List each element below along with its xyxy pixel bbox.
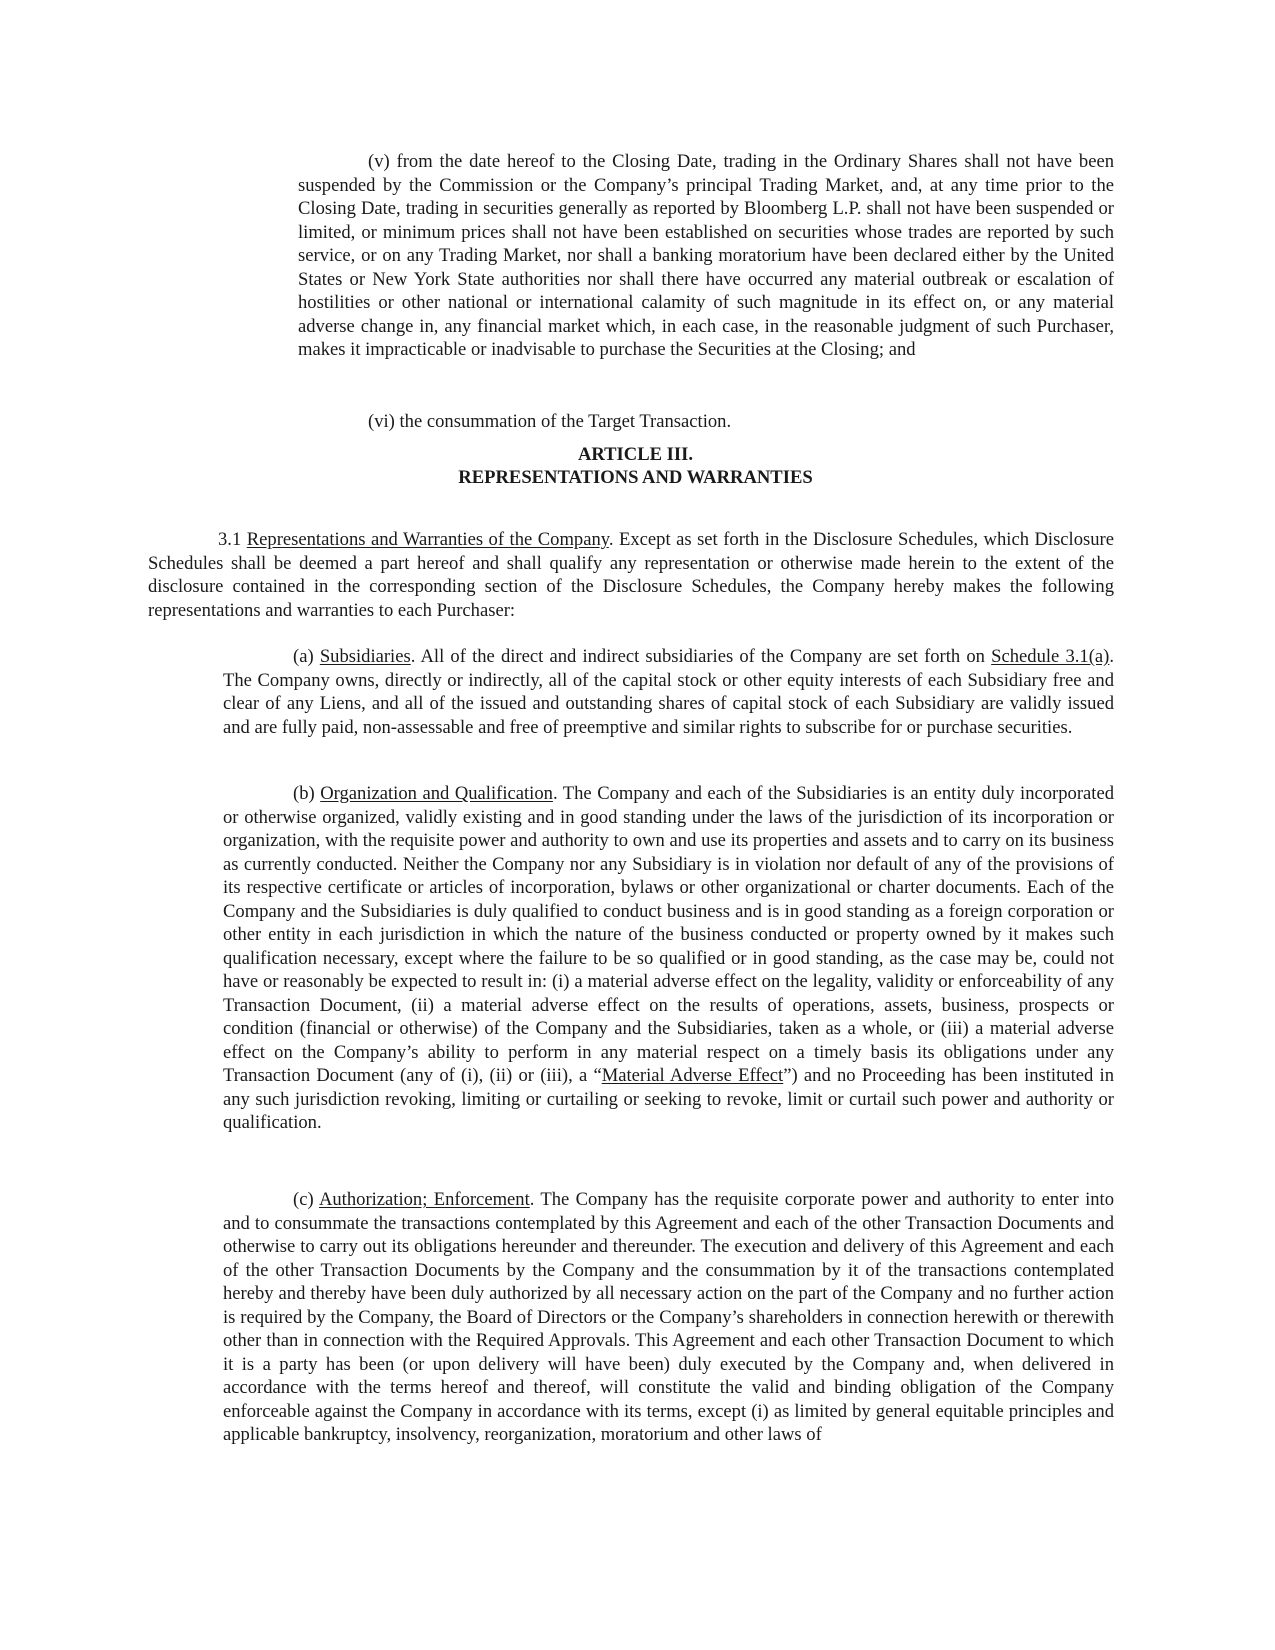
subsection-c-body: . The Company has the requisite corporate power and authority to enter into and to consummate the transactions contemplated by this Agreement and each of the other Transaction Documents and otherwise to carry out its obligations hereunder and thereunder. The execution and delivery of this Agreement and each of the other Transaction Documents by the Company and the consummation by it of the transactions contemplated hereby and thereby have been duly authorized by all necessary action on the part of the Company and no further action is required by the Company, the Board of Directors or the Company’s shareholders in connection herewith or therewith other than in connection with the Required Approvals. This Agreement and each other Transaction Document to which it is a party has been (or upon delivery will have been) duly executed by the Company and, when delivered in accordance with the terms hereof and thereof, will constitute the valid and binding obligation of the Company enforceable against the Company in accordance with its terms, except (i) as limited by general equitable principles and applicable bankruptcy, insolvency, reorganization, moratorium and other laws of — [223, 1189, 1114, 1445]
paragraph-v — [298, 150, 1114, 362]
subsection-b — [223, 782, 1114, 1135]
subsection-c-label: (c) — [293, 1189, 314, 1210]
paragraph-vi-text: (vi) the consummation of the Target Transaction. — [368, 411, 732, 432]
section-3-1-body: . Except as set forth in the Disclosure Schedules, which Disclosure Schedules shall be deemed a part hereof and shall qualify any representation or otherwise made herein to the extent of the disclosure contained in the corresponding section of the Disclosure Schedules, the Company hereby makes the following representations and warranties to each Purchaser: — [148, 529, 1114, 621]
paragraph-v-text: (v) from the date hereof to the Closing Date, trading in the Ordinary Shares shall not have been suspended by the Commission or the Company’s principal Trading Market, and, at any time prior to the Closing Date, trading in securities generally as reported by Bloomberg L.P. shall not have been suspended or limited, or minimum prices shall not have been established on securities whose trades are reported by such service, or on any Trading Market, nor shall a banking moratorium have been declared either by the United States or New York State authorities nor shall there have occurred any material outbreak or escalation of hostilities or other national or international calamity of such magnitude in its effect on, or any material adverse change in, any financial market which, in each case, in the reasonable judgment of such Purchaser, makes it impracticable or inadvisable to purchase the Securities at the Closing; and — [298, 151, 1114, 360]
subsection-b-body-1: . The Company and each of the Subsidiaries is an entity duly incorporated or otherwise organized, validly existing and in good standing under the laws of the jurisdiction of its incorporation or organization, with the requisite power and authority to own and use its properties and assets and to carry on its business as currently conducted. Neither the Company nor any Subsidiary is in violation nor default of any of the provisions of its respective certificate or articles of incorporation, bylaws or other organizational or charter documents. Each of the Company and the Subsidiaries is duly qualified to conduct business and is in good standing as a foreign corporation or other entity in each jurisdiction in which the nature of the business conducted or property owned by it makes such qualification necessary, except where the failure to be so qualified or in good standing, as the case may be, could not have or reasonably be expected to result in: (i) a material adverse effect on the legality, validity or enforceability of any Transaction Document, (ii) a material adverse effect on the results of operations, assets, business, prospects or condition (financial or otherwise) of the Company and the Subsidiaries, taken as a whole, or (iii) a material adverse effect on the Company’s ability to perform in any material respect on a timely basis its obligations under any Transaction Document (any of (i), (ii) or (iii), a “ — [223, 783, 1114, 1086]
section-3-1-number: 3.1 — [218, 529, 242, 550]
article-title: REPRESENTATIONS AND WARRANTIES — [458, 467, 813, 488]
subsection-a-heading: Subsidiaries — [319, 646, 411, 667]
paragraph-vi — [298, 410, 1114, 434]
subsection-b-label: (b) — [293, 783, 315, 804]
article-number: ARTICLE III. — [577, 444, 694, 465]
subsection-a-body-2: . The Company owns, directly or indirectly, all of the capital stock or other equity interests of each Subsidiary free and clear of any Liens, and all of the issued and outstanding shares of capital stock of each Subsidiary are validly issued and are fully paid, non-assessable and free of preemptive and similar rights to subscribe for or purchase securities. — [223, 646, 1114, 738]
subsection-c-heading: Authorization; Enforcement — [318, 1189, 530, 1210]
defined-term-material-adverse-effect: Material Adverse Effect — [601, 1065, 784, 1086]
section-3-1-heading: Representations and Warranties of the Company — [246, 529, 609, 550]
subsection-a-body-1: . All of the direct and indirect subsidiaries of the Company are set forth on — [410, 646, 992, 667]
schedule-reference: Schedule 3.1(a) — [991, 646, 1110, 667]
subsection-b-heading: Organization and Qualification — [320, 783, 553, 804]
section-3-1 — [148, 528, 1114, 622]
subsection-c — [223, 1188, 1114, 1447]
subsection-a-label: (a) — [293, 646, 314, 667]
subsection-b-body-2: ”) and no Proceeding has been instituted in any such jurisdiction revoking, limiting or curtailing or seeking to revoke, limit or curtail such power and authority or qualification. — [223, 1065, 1114, 1133]
subsection-a — [223, 645, 1114, 739]
